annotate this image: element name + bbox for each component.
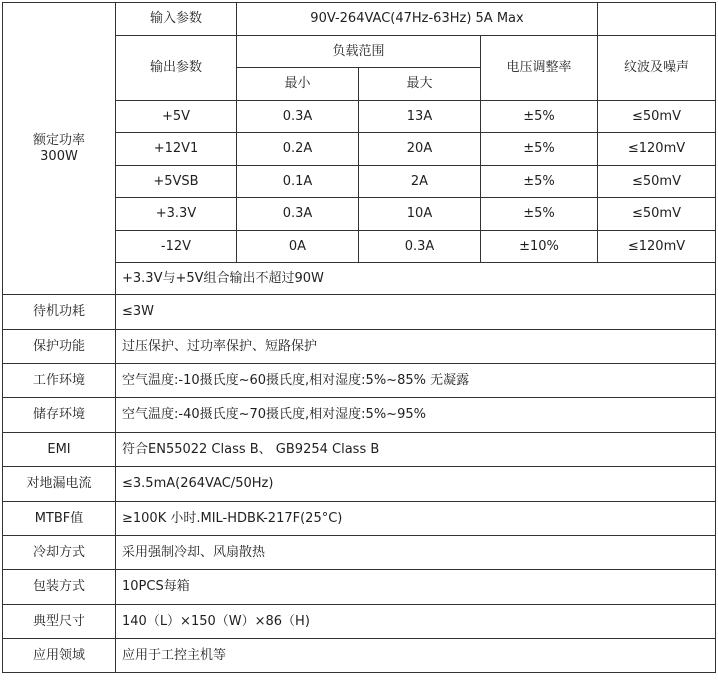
- load-range-header: 负载范围: [237, 36, 481, 68]
- spec-value: 140（L）×150（W）×86（H): [116, 605, 716, 639]
- spec-row: [3, 398, 716, 433]
- spec-value: ≥100K 小时.MIL-HDBK-217F(25°C): [116, 502, 716, 536]
- rated-power-label: 额定功率: [32, 132, 85, 148]
- output-max: 13A: [359, 101, 481, 133]
- spec-label: 冷却方式: [3, 536, 116, 570]
- output-voltage: +12V1: [116, 133, 237, 166]
- output-voltage: +5V: [116, 101, 237, 133]
- regulation-header: 电压调整率: [481, 36, 598, 101]
- output-ripple: ≤50mV: [598, 101, 716, 133]
- output-regulation: ±5%: [481, 166, 598, 198]
- output-min: 0.2A: [237, 133, 359, 166]
- spec-value: 符合EN55022 Class B、 GB9254 Class B: [116, 433, 716, 467]
- spec-label: 典型尺寸: [3, 605, 116, 639]
- combined-output-note: +3.3V与+5V组合输出不超过90W: [116, 263, 716, 295]
- spec-value: ≤3.5mA(264VAC/50Hz): [116, 467, 716, 502]
- spec-label: 对地漏电流: [3, 467, 116, 502]
- output-regulation: ±5%: [481, 133, 598, 166]
- output-regulation: ±5%: [481, 101, 598, 133]
- spec-value: 过压保护、过功率保护、短路保护: [116, 330, 716, 364]
- output-regulation: ±5%: [481, 198, 598, 231]
- output-ripple: ≤120mV: [598, 133, 716, 166]
- spec-value: 应用于工控主机等: [116, 639, 716, 673]
- input-empty-cell: [598, 3, 716, 36]
- spec-label: 应用领域: [3, 639, 116, 673]
- spec-row: [3, 295, 716, 330]
- spec-value: 空气温度:-40摄氏度~70摄氏度,相对湿度:5%~95%: [116, 398, 716, 433]
- rated-power-cell: [3, 3, 116, 295]
- min-header: 最小: [237, 68, 359, 101]
- output-ripple: ≤120mV: [598, 231, 716, 263]
- output-min: 0.3A: [237, 101, 359, 133]
- spec-label: 工作环境: [3, 364, 116, 398]
- output-max: 0.3A: [359, 231, 481, 263]
- spec-row: [3, 467, 716, 502]
- output-min: 0.1A: [237, 166, 359, 198]
- spec-row: [3, 536, 716, 570]
- spec-row: [3, 433, 716, 467]
- spec-row: [3, 570, 716, 605]
- spec-value: 空气温度:-10摄氏度~60摄氏度,相对湿度:5%~85% 无凝露: [116, 364, 716, 398]
- spec-label: EMI: [3, 433, 116, 467]
- output-voltage: +3.3V: [116, 198, 237, 231]
- input-row: [3, 3, 716, 36]
- spec-label: 包装方式: [3, 570, 116, 605]
- spec-value: ≤3W: [116, 295, 716, 330]
- output-max: 10A: [359, 198, 481, 231]
- max-header: 最大: [359, 68, 481, 101]
- spec-label: 保护功能: [3, 330, 116, 364]
- input-value: 90V-264VAC(47Hz-63Hz) 5A Max: [237, 3, 598, 36]
- input-label: 输入参数: [116, 3, 237, 36]
- output-ripple: ≤50mV: [598, 198, 716, 231]
- spec-value: 采用强制冷却、风扇散热: [116, 536, 716, 570]
- spec-label: 储存环境: [3, 398, 116, 433]
- output-min: 0A: [237, 231, 359, 263]
- output-regulation: ±10%: [481, 231, 598, 263]
- ripple-header: 纹波及噪声: [598, 36, 716, 101]
- spec-row: [3, 364, 716, 398]
- output-min: 0.3A: [237, 198, 359, 231]
- spec-label: MTBF值: [3, 502, 116, 536]
- spec-label: 待机功耗: [3, 295, 116, 330]
- output-max: 2A: [359, 166, 481, 198]
- spec-row: [3, 330, 716, 364]
- output-max: 20A: [359, 133, 481, 166]
- spec-value: 10PCS每箱: [116, 570, 716, 605]
- output-ripple: ≤50mV: [598, 166, 716, 198]
- spec-row: [3, 605, 716, 639]
- output-label: 输出参数: [116, 36, 237, 101]
- spec-row: [3, 639, 716, 673]
- rated-power-value: 300W: [40, 148, 78, 164]
- power-supply-spec-table: [2, 2, 716, 673]
- spec-row: [3, 502, 716, 536]
- output-voltage: -12V: [116, 231, 237, 263]
- output-voltage: +5VSB: [116, 166, 237, 198]
